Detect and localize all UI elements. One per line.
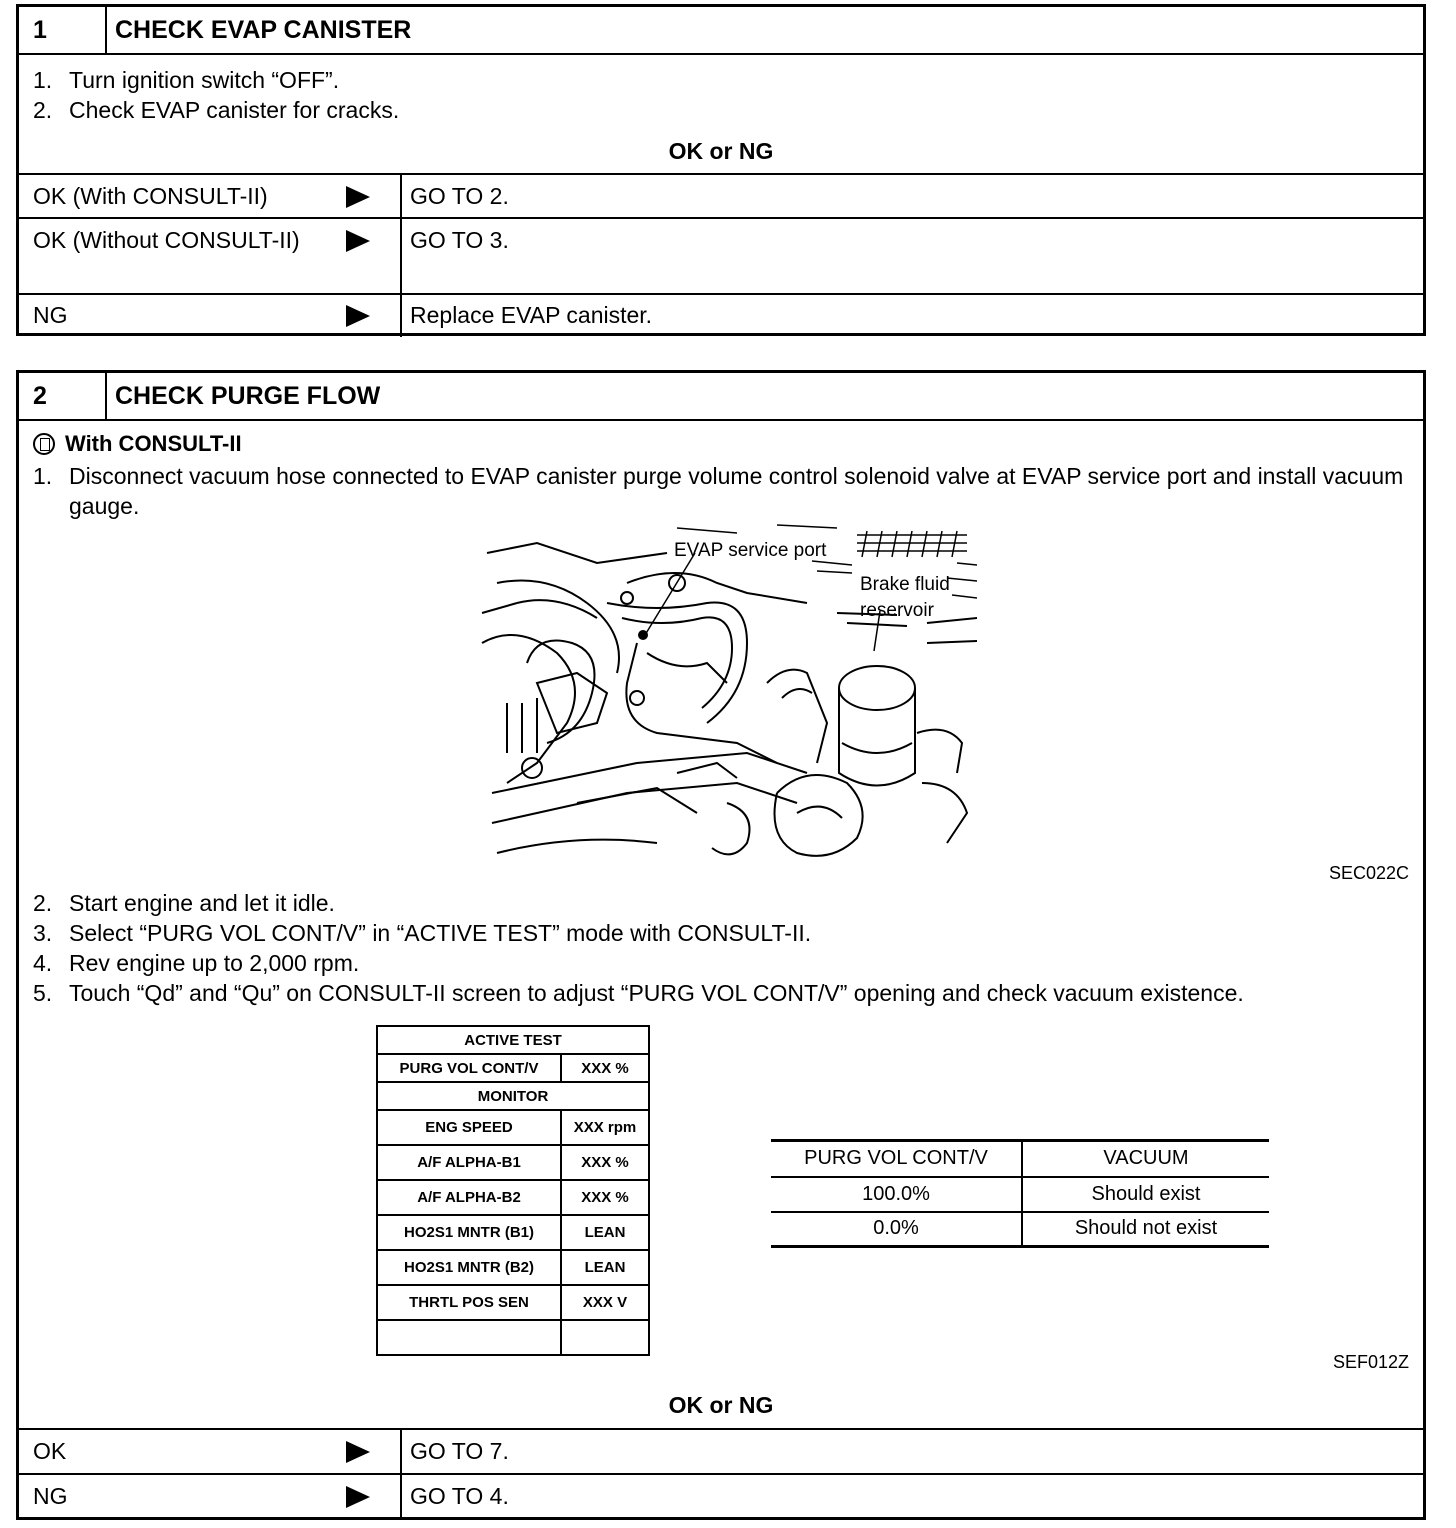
result-row	[19, 293, 1423, 337]
monitor-label-empty	[377, 1320, 561, 1355]
active-test-item-value: XXX %	[561, 1054, 649, 1082]
brake-fluid-label: Brake fluid	[860, 574, 950, 595]
result-condition	[19, 1430, 402, 1473]
result-row	[19, 1428, 1423, 1473]
section-2-steps	[19, 888, 1423, 1008]
vacuum-table-cell: Should not exist	[1022, 1212, 1269, 1247]
vacuum-table-header: VACUUM	[1022, 1141, 1269, 1177]
result-action: GO TO 3.	[410, 227, 509, 253]
step-number: 3.	[33, 920, 53, 946]
section-2-results	[19, 1428, 1423, 1517]
arrow-right-icon	[346, 186, 370, 208]
step	[33, 888, 1409, 918]
vacuum-table-cell: 0.0%	[771, 1212, 1022, 1247]
figure-code: SEF012Z	[1332, 1352, 1409, 1372]
active-test-item: PURG VOL CONT/V	[377, 1054, 561, 1082]
ok-or-ng-heading: OK or NG	[668, 138, 774, 164]
section-1-number: 1	[19, 7, 107, 53]
section-2-header	[19, 373, 1423, 421]
section-1	[16, 4, 1426, 336]
arrow-right-icon	[346, 230, 370, 252]
step	[33, 95, 1409, 125]
reservoir-label: reservoir	[860, 600, 934, 621]
step	[33, 918, 1409, 948]
step-text: Check EVAP canister for cracks.	[69, 97, 400, 123]
active-test-title: ACTIVE TEST	[377, 1026, 649, 1054]
step-number: 2.	[33, 890, 53, 916]
result-action: GO TO 2.	[410, 183, 509, 209]
section-2-title: CHECK PURGE FLOW	[115, 381, 381, 410]
result-row	[19, 217, 1423, 293]
step-number: 5.	[33, 980, 53, 1006]
step-number: 4.	[33, 950, 53, 976]
condition-label: NG	[33, 302, 68, 328]
condition-label: NG	[33, 1483, 68, 1509]
result-condition	[19, 1475, 402, 1517]
step-text: Start engine and let it idle.	[69, 890, 335, 916]
result-condition	[19, 295, 402, 337]
arrow-right-icon	[346, 305, 370, 327]
consult-subheading	[33, 429, 1409, 459]
monitor-value-empty	[561, 1320, 649, 1355]
result-row	[19, 173, 1423, 217]
vacuum-table-cell: 100.0%	[771, 1177, 1022, 1212]
monitor-label: ENG SPEED	[377, 1110, 561, 1145]
condition-label: OK (Without CONSULT-II)	[33, 227, 300, 253]
section-1-steps	[19, 55, 1423, 125]
monitor-heading: MONITOR	[377, 1082, 649, 1110]
condition-label: OK	[33, 1438, 67, 1464]
consult-tool-icon	[33, 433, 55, 455]
arrow-right-icon	[346, 1441, 370, 1463]
result-action: GO TO 7.	[410, 1438, 509, 1464]
step	[33, 461, 1409, 521]
monitor-label: HO2S1 MNTR (B1)	[377, 1215, 561, 1250]
step-text: Select “PURG VOL CONT/V” in “ACTIVE TEST” mode with CONSULT-II.	[69, 920, 812, 946]
monitor-value: XXX %	[561, 1145, 649, 1180]
ok-or-ng-heading: OK or NG	[668, 1392, 774, 1418]
result-condition	[19, 175, 402, 217]
step-text: Touch “Qd” and “Qu” on CONSULT-II screen to adjust “PURG VOL CONT/V” opening and check vacuum existence.	[69, 980, 1244, 1006]
section-2	[16, 370, 1426, 1520]
monitor-value: XXX rpm	[561, 1110, 649, 1145]
vacuum-table	[771, 1139, 1269, 1248]
vacuum-table-cell: Should exist	[1022, 1177, 1269, 1212]
monitor-label: A/F ALPHA-B1	[377, 1145, 561, 1180]
section-1-title: CHECK EVAP CANISTER	[115, 15, 412, 44]
step-text: Turn ignition switch “OFF”.	[69, 67, 340, 93]
monitor-value: LEAN	[561, 1215, 649, 1250]
result-row	[19, 1473, 1423, 1517]
active-test-screen	[376, 1025, 650, 1356]
monitor-label: HO2S1 MNTR (B2)	[377, 1250, 561, 1285]
monitor-label: THRTL POS SEN	[377, 1285, 561, 1320]
vacuum-table-header: PURG VOL CONT/V	[771, 1141, 1022, 1177]
monitor-value: XXX %	[561, 1180, 649, 1215]
step-number: 1.	[33, 67, 53, 93]
evap-service-port-label: EVAP service port	[674, 540, 827, 561]
step	[33, 948, 1409, 978]
consult-subheading-text: With CONSULT-II	[65, 431, 242, 456]
figure-code: SEC022C	[1328, 863, 1409, 883]
result-action: Replace EVAP canister.	[410, 302, 653, 328]
section-2-number: 2	[19, 373, 107, 419]
step-number: 1.	[33, 463, 53, 489]
monitor-label: A/F ALPHA-B2	[377, 1180, 561, 1215]
step-number: 2.	[33, 97, 53, 123]
engine-bay-illustration	[477, 523, 977, 873]
step-text: Rev engine up to 2,000 rpm.	[69, 950, 360, 976]
monitor-value: XXX V	[561, 1285, 649, 1320]
monitor-value: LEAN	[561, 1250, 649, 1285]
section-2-intro	[19, 421, 1423, 521]
condition-label: OK (With CONSULT-II)	[33, 183, 268, 209]
result-action: GO TO 4.	[410, 1483, 509, 1509]
section-1-header	[19, 7, 1423, 55]
step	[33, 65, 1409, 95]
step-text: Disconnect vacuum hose connected to EVAP canister purge volume control solenoid valve at EVAP service port and install vacuum gauge.	[69, 463, 1404, 519]
step	[33, 978, 1409, 1008]
arrow-right-icon	[346, 1486, 370, 1508]
result-condition	[19, 219, 402, 293]
